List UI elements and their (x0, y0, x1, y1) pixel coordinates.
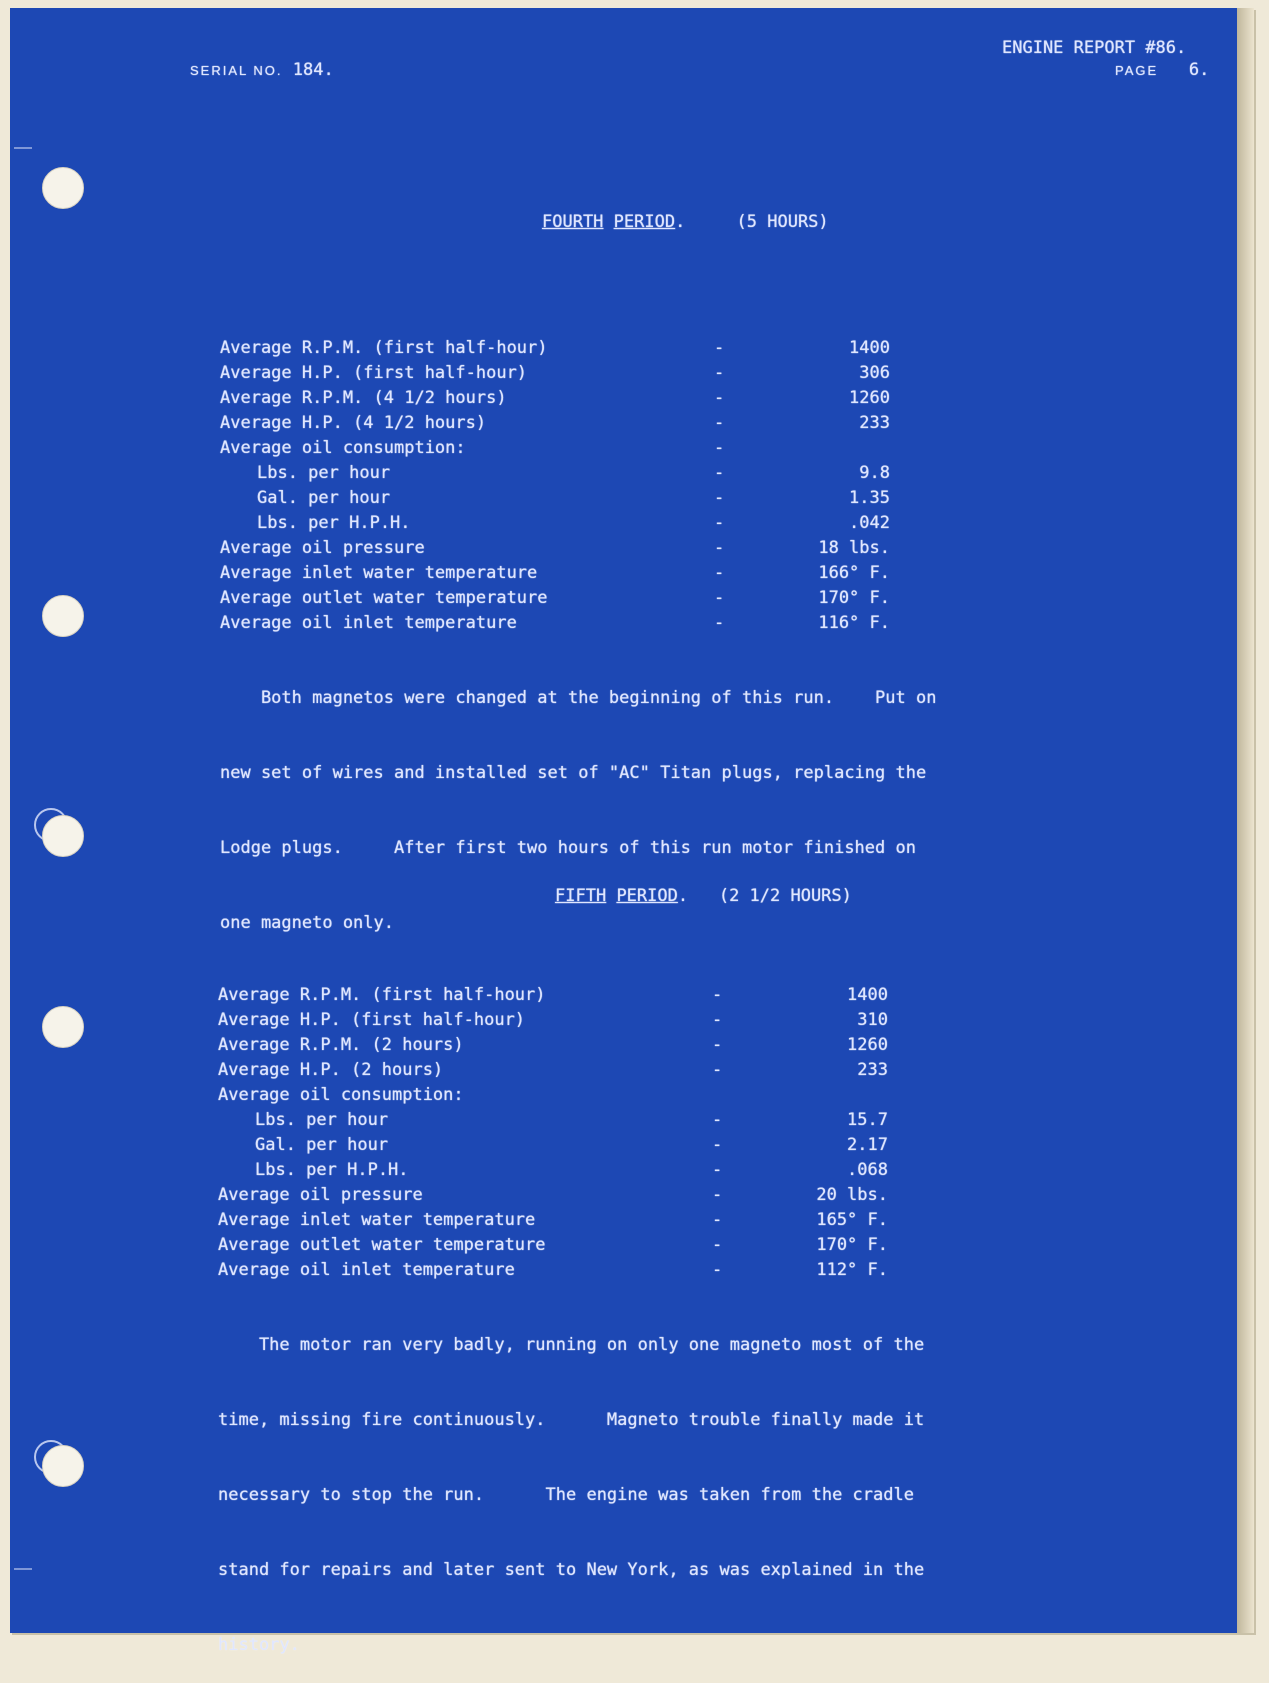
fifth-period-heading (555, 884, 852, 909)
row-label: Average oil inlet temperature (220, 613, 517, 633)
row-dash: - (712, 1260, 723, 1280)
row-value: 1400 (849, 338, 890, 358)
note-line: stand for repairs and later sent to New York, as was explained in the (218, 1560, 925, 1580)
page-number (1115, 58, 1209, 83)
table-row (218, 1083, 1118, 1108)
table-row (220, 561, 1120, 586)
table-row (220, 436, 1120, 461)
row-value: 306 (859, 363, 890, 383)
table-row (218, 1158, 1118, 1183)
row-value: 310 (857, 1010, 888, 1030)
note-line: Both magnetos were changed at the beginning of this run. Put on (220, 688, 937, 708)
row-label: Average R.P.M. (first half-hour) (218, 985, 546, 1005)
row-label: Average H.P. (2 hours) (218, 1060, 444, 1080)
row-dash: - (714, 563, 725, 583)
row-value: 233 (859, 413, 890, 433)
row-value: 112° F. (816, 1260, 888, 1280)
row-dash: - (712, 1210, 723, 1230)
note-line: new set of wires and installed set of "AC" Titan plugs, replacing the (220, 763, 927, 783)
row-label: Average outlet water temperature (218, 1235, 546, 1255)
row-label: Average H.P. (4 1/2 hours) (220, 413, 487, 433)
paper-edge (1237, 8, 1254, 1633)
punch-hole-5 (42, 1445, 84, 1487)
row-label: Average inlet water temperature (218, 1210, 536, 1230)
row-value: .042 (849, 513, 890, 533)
table-row (220, 411, 1120, 436)
row-label: Average oil pressure (218, 1185, 423, 1205)
report-title: ENGINE REPORT #86. (1002, 38, 1187, 58)
row-dash: - (714, 588, 725, 608)
table-row (220, 461, 1120, 486)
row-label: Average oil consumption: (220, 438, 466, 458)
fifth-title-period: PERIOD (616, 886, 678, 906)
fourth-title-dot: . (675, 212, 686, 232)
row-value: 18 lbs. (818, 538, 890, 558)
fifth-duration: (2 1/2 HOURS) (718, 886, 852, 906)
serial-number (190, 58, 334, 83)
serial-value: 184. (292, 60, 334, 80)
row-value: 9.8 (859, 463, 890, 483)
row-dash: - (712, 1235, 723, 1255)
table-row (220, 336, 1120, 361)
note-line: history. (218, 1635, 300, 1655)
row-dash: - (712, 1060, 723, 1080)
row-label: Average inlet water temperature (220, 563, 538, 583)
row-label: Average H.P. (first half-hour) (218, 1010, 526, 1030)
fourth-notes (220, 636, 936, 961)
row-dash: - (714, 463, 725, 483)
note-line: one magneto only. (220, 913, 394, 933)
note-line: necessary to stop the run. The engine was taken from the cradle (218, 1485, 914, 1505)
note-line: Lodge plugs. After first two hours of this run motor finished on (220, 838, 916, 858)
margin-tick (14, 147, 32, 149)
row-label: Average H.P. (first half-hour) (220, 363, 528, 383)
serial-label: SERIAL NO. (190, 63, 283, 78)
row-label: Average oil consumption: (218, 1085, 464, 1105)
punch-hole-2 (42, 595, 84, 637)
row-dash: - (712, 1135, 723, 1155)
fifth-notes (218, 1283, 924, 1683)
table-row (218, 1133, 1118, 1158)
table-row (218, 983, 1118, 1008)
row-dash: - (712, 1110, 723, 1130)
row-label: Average oil pressure (220, 538, 425, 558)
punch-hole-1 (42, 167, 84, 209)
row-dash: - (714, 488, 725, 508)
row-label: Average outlet water temperature (220, 588, 548, 608)
row-value: 1.35 (849, 488, 890, 508)
row-value: 166° F. (818, 563, 890, 583)
row-value: 165° F. (816, 1210, 888, 1230)
table-row (220, 611, 1120, 636)
table-row (218, 1183, 1118, 1208)
row-label: Lbs. per hour (257, 463, 391, 483)
row-value: 2.17 (847, 1135, 888, 1155)
fourth-title-period: PERIOD (613, 212, 676, 232)
table-row (220, 536, 1120, 561)
table-row (220, 486, 1120, 511)
table-row (218, 1058, 1118, 1083)
row-value: 116° F. (818, 613, 890, 633)
table-row (220, 511, 1120, 536)
row-label: Average R.P.M. (4 1/2 hours) (220, 388, 507, 408)
row-value: .068 (847, 1160, 888, 1180)
table-row (220, 361, 1120, 386)
table-row (218, 1208, 1118, 1233)
row-label: Average R.P.M. (2 hours) (218, 1035, 464, 1055)
row-value: 15.7 (847, 1110, 888, 1130)
row-value: 170° F. (816, 1235, 888, 1255)
row-dash: - (714, 388, 725, 408)
table-row (218, 1258, 1118, 1283)
row-label: Gal. per hour (255, 1135, 389, 1155)
table-row (218, 1033, 1118, 1058)
row-label: Lbs. per H.P.H. (255, 1160, 409, 1180)
row-value: 1260 (849, 388, 890, 408)
row-label: Lbs. per hour (255, 1110, 389, 1130)
row-dash: - (712, 1185, 723, 1205)
margin-tick (14, 1568, 32, 1570)
table-row (218, 1008, 1118, 1033)
fourth-title-word: FOURTH (542, 212, 604, 232)
row-dash: - (714, 438, 725, 458)
table-row (220, 386, 1120, 411)
fifth-title-word: FIFTH (555, 886, 607, 906)
row-dash: - (714, 513, 725, 533)
row-label: Average oil inlet temperature (218, 1260, 515, 1280)
row-dash: - (712, 1160, 723, 1180)
row-dash: - (712, 1010, 723, 1030)
row-value: 1260 (847, 1035, 888, 1055)
note-line: The motor ran very badly, running on only one magneto most of the (218, 1335, 925, 1355)
row-value: 20 lbs. (816, 1185, 888, 1205)
row-label: Lbs. per H.P.H. (257, 513, 411, 533)
fifth-title-dot: . (677, 886, 689, 906)
row-dash: - (712, 1035, 723, 1055)
page-label: PAGE (1115, 63, 1159, 78)
row-dash: - (714, 338, 725, 358)
page-value: 6. (1188, 60, 1210, 80)
table-row (218, 1233, 1118, 1258)
row-dash: - (712, 985, 723, 1005)
table-row (218, 1108, 1118, 1133)
row-dash: - (714, 538, 725, 558)
row-label: Average R.P.M. (first half-hour) (220, 338, 548, 358)
row-value: 1400 (847, 985, 888, 1005)
fourth-period-heading (542, 210, 829, 235)
punch-hole-4 (42, 1006, 84, 1048)
row-dash: - (714, 613, 725, 633)
row-dash: - (714, 413, 725, 433)
note-line: time, missing fire continuously. Magneto trouble finally made it (218, 1410, 925, 1430)
fourth-duration: (5 HOURS) (736, 212, 829, 232)
row-label: Gal. per hour (257, 488, 391, 508)
row-value: 233 (857, 1060, 888, 1080)
table-row (220, 586, 1120, 611)
punch-hole-3 (42, 815, 84, 857)
row-value: 170° F. (818, 588, 890, 608)
row-dash: - (714, 363, 725, 383)
